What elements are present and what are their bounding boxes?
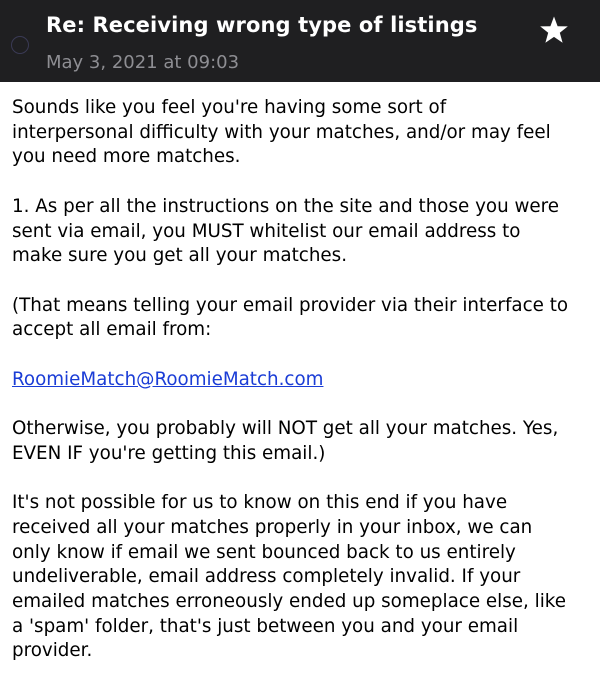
paragraph [12, 368, 598, 393]
star-icon[interactable] [539, 15, 569, 45]
paragraph [12, 417, 598, 466]
message-header [0, 0, 600, 82]
radio-circle-icon[interactable] [11, 36, 29, 54]
paragraph [12, 96, 598, 170]
text-line: It's not possible for us to know on this end if you have [12, 492, 508, 514]
message-date: May 3, 2021 at 09:03 [46, 52, 240, 73]
paragraph [12, 491, 598, 664]
text-line: Otherwise, you probably will NOT get all your matches. Yes, [12, 418, 559, 440]
message-body [12, 96, 598, 689]
email-link[interactable]: RoomieMatch@RoomieMatch.com [12, 368, 324, 390]
text-line: only know if email we sent bounced back to us entirely [12, 541, 516, 563]
paragraph [12, 294, 598, 343]
text-line: (That means telling your email provider via their interface to [12, 294, 569, 316]
text-line: emailed matches erroneously ended up someplace else, like [12, 590, 566, 612]
text-line: a 'spam' folder, that's just between you and your email [12, 615, 519, 637]
text-line: EVEN IF you're getting this email.) [12, 442, 326, 464]
text-line: accept all email from: [12, 319, 212, 341]
paragraph [12, 195, 598, 269]
message-subject: Re: Receiving wrong type of listings [46, 13, 478, 37]
text-line: 1. As per all the instructions on the site and those you were [12, 195, 560, 217]
text-line: you need more matches. [12, 146, 241, 168]
text-line: provider. [12, 640, 93, 662]
text-line: Sounds like you feel you're having some sort of [12, 97, 447, 118]
text-line: received all your matches properly in your inbox, we can [12, 516, 533, 538]
text-line: sent via email, you MUST whitelist our email address to [12, 220, 521, 242]
text-line: make sure you get all your matches. [12, 245, 348, 267]
text-line: undeliverable, email address completely invalid. If your [12, 566, 521, 588]
text-line: interpersonal difficulty with your matches, and/or may feel [12, 121, 551, 143]
